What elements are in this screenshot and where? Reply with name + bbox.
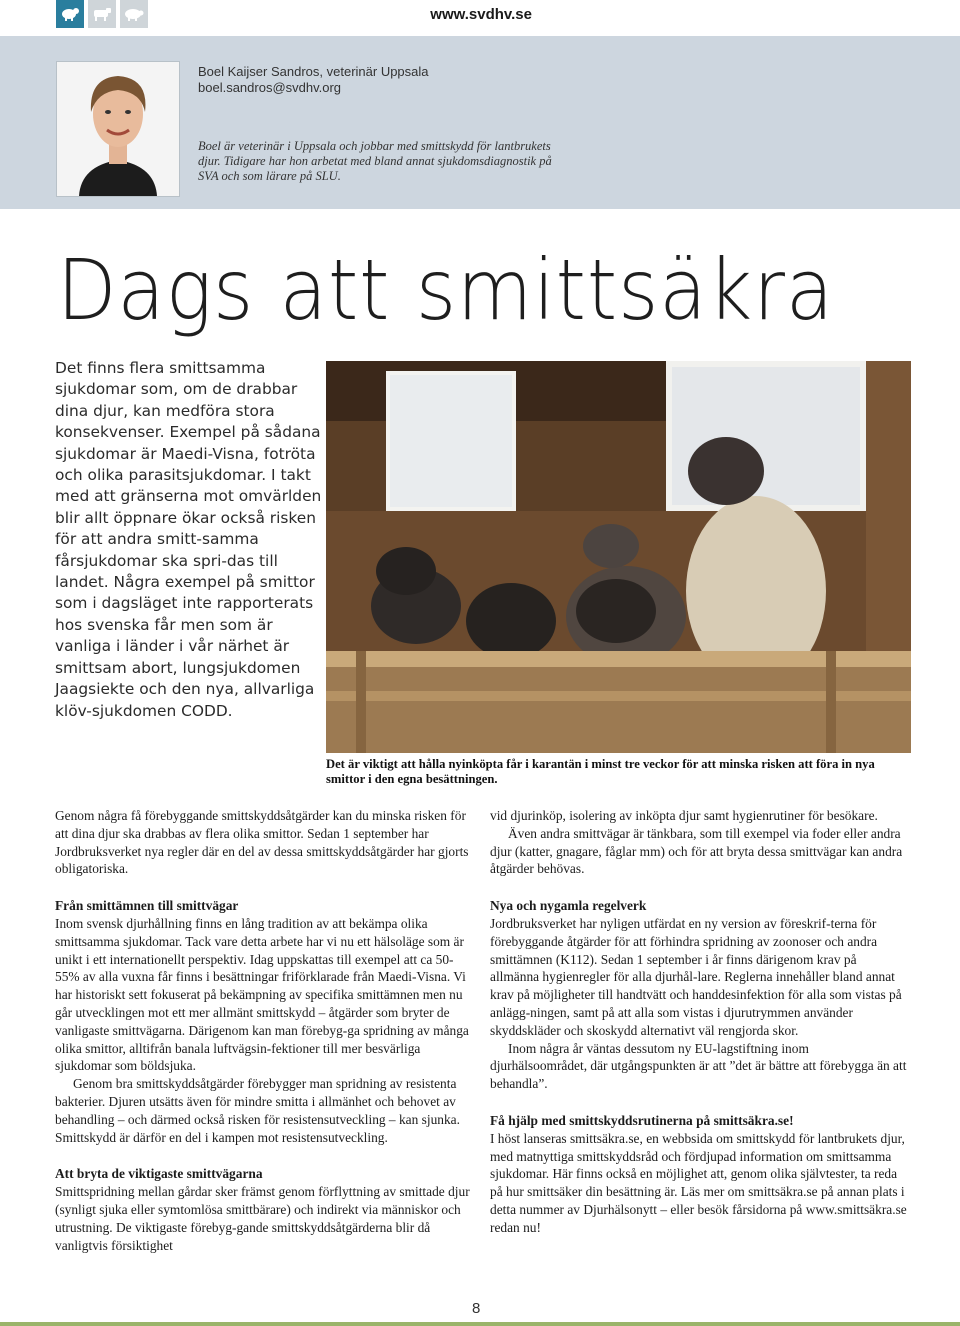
photo-caption: Det är viktigt att hålla nyinköpta får i karantän i minst tre veckor för att minska risken att föra in nya smittor i den egna besättningen. — [326, 757, 875, 786]
article-column-2 — [490, 807, 908, 1237]
logo-group — [56, 0, 148, 30]
sheep-photo — [326, 361, 911, 753]
paragraph: Jordbruksverket har nyligen utfärdat en ny version av föreskrif-terna för förebyggande åtgärder för att förhindra spridning av zoonoser och andra smittämnen (K112). Sedan 1 september i år finns därigenom krav på allmänna hygienregler för alla djurhål-lare. Reglerna innehåller bland annat krav på möjligheter till handtvätt och handdesinfektion för alla som vistas på anlägg-ningen, samt på att alla som vistas i djurutrymmen använder skyddskläder och skoskydd alternativt väl rengjorda skor. — [490, 915, 902, 1038]
cow-logo-icon — [88, 0, 116, 28]
subheading: Få hjälp med smittskyddsrutinerna på smittsäkra.se! — [490, 1112, 794, 1128]
author-email[interactable]: boel.sandros@svdhv.org — [198, 80, 342, 95]
paragraph: Även andra smittvägar är tänkbara, som till exempel via foder eller andra djur (katter, gnagare, fåglar mm) och för att bryta dessa smittvägar kan andra åtgärder behövas. — [490, 825, 903, 877]
subheading: Att bryta de viktigaste smittvägarna — [55, 1166, 263, 1182]
footer-divider — [0, 1322, 960, 1326]
site-url[interactable]: www.svdhv.se — [430, 6, 532, 23]
author-bio: Boel är veterinär i Uppsala och jobbar med smittskydd för lantbrukets djur. Tidigare har hon arbetat med bland annat sjukdomsdiagnostik på SVA och som lärare på SLU. — [198, 139, 552, 183]
paragraph: Smittspridning mellan gårdar sker främst genom förflyttning av smittade djur (synligt sjuka eller symtomlösa smittbärare) och indirekt via människor och utrustning. De viktigaste förebyg-gande smittskyddsåtgärderna blir då vanligtvis försiktighet — [55, 1184, 470, 1253]
paragraph: Inom några år väntas dessutom ny EU-lagstiftning inom djurhälsoområdet, där utgångspunkten är att ”det är bättre att förebygga än att behandla”. — [490, 1040, 907, 1092]
paragraph: I höst lanseras smittsäkra.se, en webbsida om smittskydd för lantbrukets djur, med matnyttiga smittskyddsråd och fördjupad information om smittsamma sjukdomar. Här finns också en möjlighet att, genom olika självtester, ta reda på hur smittsäker din besättning är. Läs mer om smittsäkra.se på annan plats i detta nummer av Djurhälsonytt – eller besök fårsidorna på www.smittsäkra.se redan nu! — [490, 1130, 907, 1235]
article-title: Dags att smittsäkra — [57, 241, 835, 339]
paragraph: Genom några få förebyggande smittskyddsåtgärder kan du minska risken för att dina djur ska drabbas av flera olika smittor. Sedan 1 september har Jordbruksverket nya regler där en del av dessa smittskyddsåtgärder har gjorts obligatoriska. — [55, 808, 469, 877]
page-number: 8 — [472, 1300, 481, 1317]
paragraph: Inom svensk djurhållning finns en lång tradition av att bekämpa olika smittsamma sjukdomar. Tack vare detta arbete har vi nu ett hälsoläge som är unikt i ett internationellt perspektiv. Idag uppskattas till exempel att ca 50-55% av alla vuxna får finns i besättningar friförklarade från Maedi-Visna. Vi har historiskt sett fokuserat på bekämpning av specifika smittämnen men nu går utvecklingen mot ett mer allmänt smittskydd – åtgärder som bryter de vanligaste smittvägarna. Därigenom kan man förebyg-ga spridning av många olika smittor, alltifrån banala luftvägsin-fektioner till mer besvärliga sjukdomar som böldsjuka. — [55, 915, 469, 1074]
pig-logo-icon — [120, 0, 148, 28]
author-photo — [56, 61, 180, 197]
subheading: Från smittämnen till smittvägar — [55, 898, 239, 914]
sheep-logo-icon — [56, 0, 84, 28]
subheading: Nya och nygamla regelverk — [490, 898, 647, 914]
article-lead: Det finns flera smittsamma sjukdomar som, om de drabbar dina djur, kan medföra stora konsekvenser. Exempel på sådana sjukdomar är Maedi-Visna, fotröta och olika parasitsjukdomar. I takt med att gränserna mot omvärlden blir allt öppnare ökar också risken för att andra smitt-samma fårsjukdomar ska spri-das till landet. Några exempel på smittor som i dagsläget inte rapporterats hos svenska får men som är vanliga i länder i vår närhet är smittsam abort, lungsjukdomen Jaagsiekte och den nya, allvarliga klöv-sjukdomen CODD. — [55, 359, 322, 720]
author-name: Boel Kaijser Sandros, veterinär Uppsala — [198, 64, 429, 79]
paragraph: vid djurinköp, isolering av inköpta djur samt hygienrutiner för besökare. — [490, 808, 878, 823]
article-column-1 — [55, 807, 473, 1254]
paragraph: Genom bra smittskyddsåtgärder förebygger man spridning av resistenta bakterier. Djuren utsätts även för mindre smitta i allmänhet och behovet av behandling – och därmed också risken för resistensutveckling – kan sjunka. Smittskydd är därför en del i kampen mot resistensutveckling. — [55, 1076, 460, 1145]
